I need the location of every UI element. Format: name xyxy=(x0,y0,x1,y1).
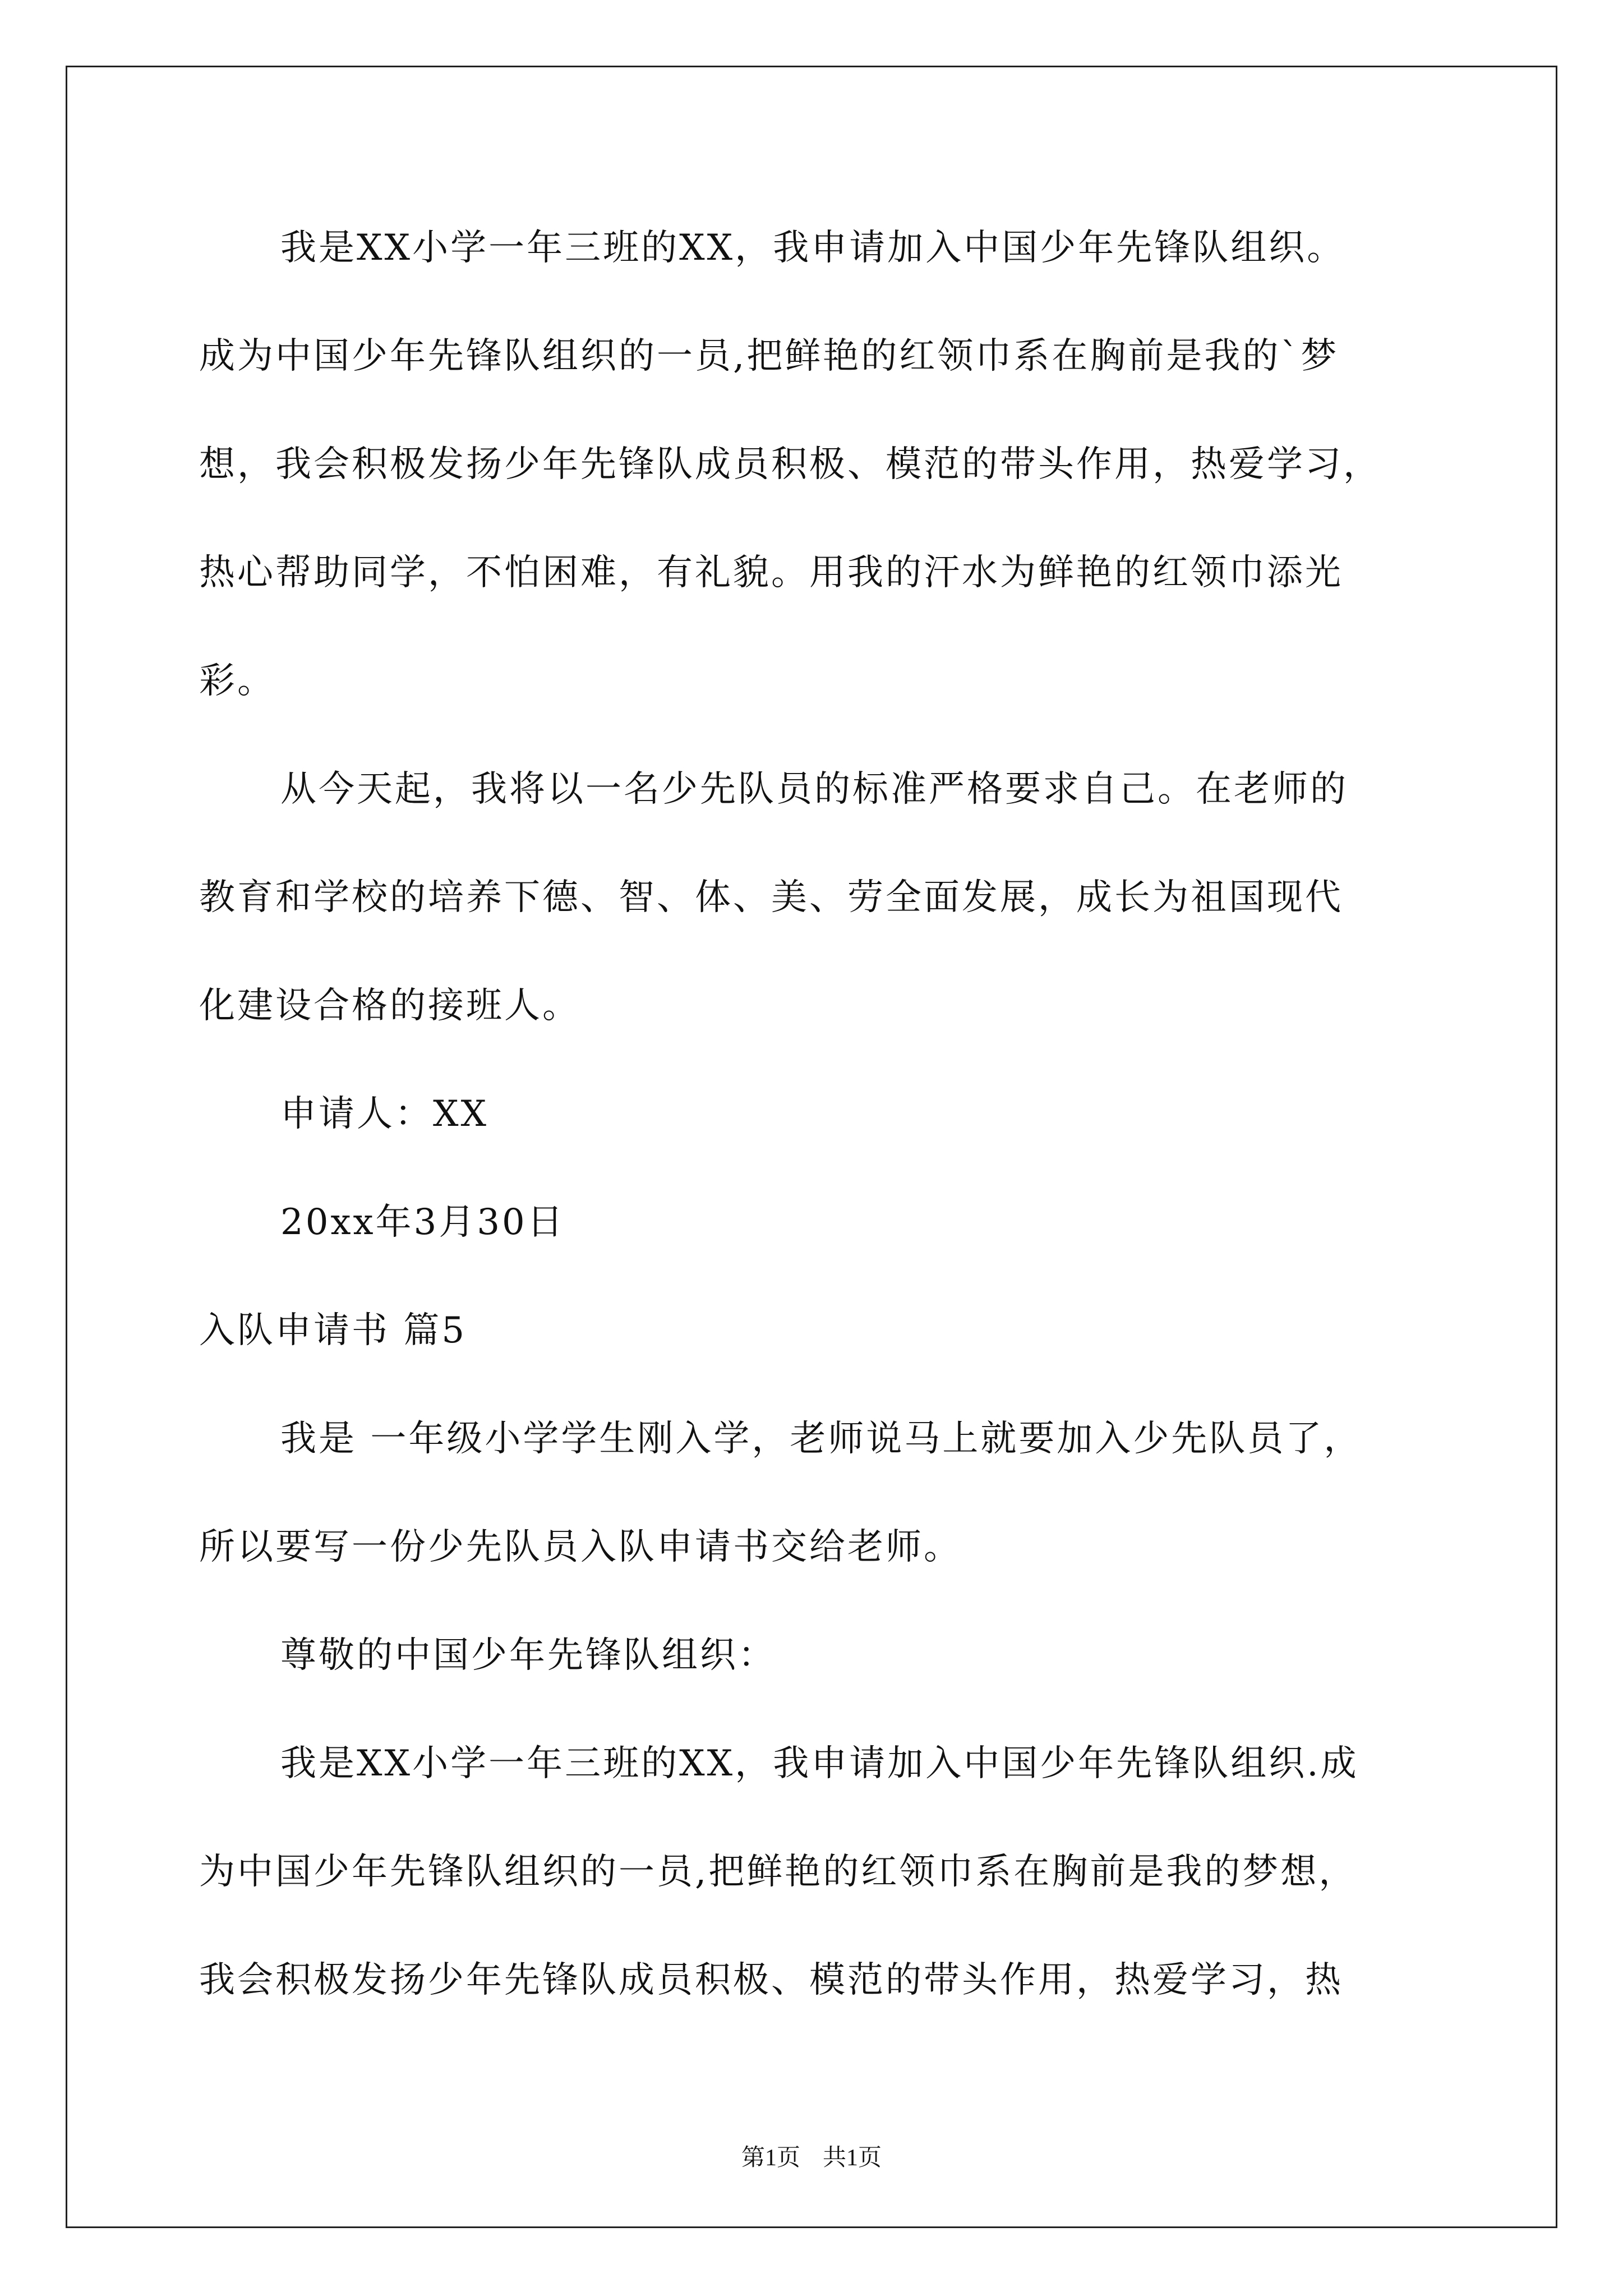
paragraph-line: 化建设合格的接班人。 xyxy=(199,985,580,1027)
page-number: 第1页 xyxy=(741,2145,800,2171)
signature-line: 申请人：XX xyxy=(280,1093,489,1135)
paragraph-line: 从今天起，我将以一名少先队员的标准严格要求自己。在老师的 xyxy=(280,769,1348,810)
page-footer xyxy=(0,2144,1623,2172)
paragraph-line: 为中国少年先锋队组织的一员,把鲜艳的红领巾系在胸前是我的梦想， xyxy=(199,1851,1357,1893)
paragraph-line: 我是XX小学一年三班的XX，我申请加入中国少年先锋队组织。 xyxy=(280,227,1345,269)
paragraph-line: 热心帮助同学，不怕困难，有礼貌。用我的汗水为鲜艳的红领巾添光 xyxy=(199,552,1343,593)
section-heading: 入队申请书 篇5 xyxy=(199,1310,467,1351)
paragraph-line: 教育和学校的培养下德、智、体、美、劳全面发展，成长为祖国现代 xyxy=(199,877,1343,918)
salutation-line: 尊敬的中国少年先锋队组织： xyxy=(280,1635,776,1676)
paragraph-line: 我是XX小学一年三班的XX，我申请加入中国少年先锋队组织.成 xyxy=(280,1743,1359,1784)
date-line: 20xx年3月30日 xyxy=(280,1202,565,1243)
paragraph-line: 成为中国少年先锋队组织的一员,把鲜艳的红领巾系在胸前是我的`梦 xyxy=(199,335,1339,377)
page-border xyxy=(66,66,1557,2228)
paragraph-line: 彩。 xyxy=(199,660,275,702)
paragraph-line: 我会积极发扬少年先锋队成员积极、模范的带头作用，热爱学习，热 xyxy=(199,1959,1343,2001)
paragraph-line: 我是 一年级小学学生刚入学，老师说马上就要加入少先队员了， xyxy=(280,1418,1362,1460)
page-total: 共1页 xyxy=(823,2145,882,2171)
paragraph-line: 所以要写一份少先队员入队申请书交给老师。 xyxy=(199,1526,962,1568)
paragraph-line: 想，我会积极发扬少年先锋队成员积极、模范的带头作用，热爱学习， xyxy=(199,444,1381,485)
